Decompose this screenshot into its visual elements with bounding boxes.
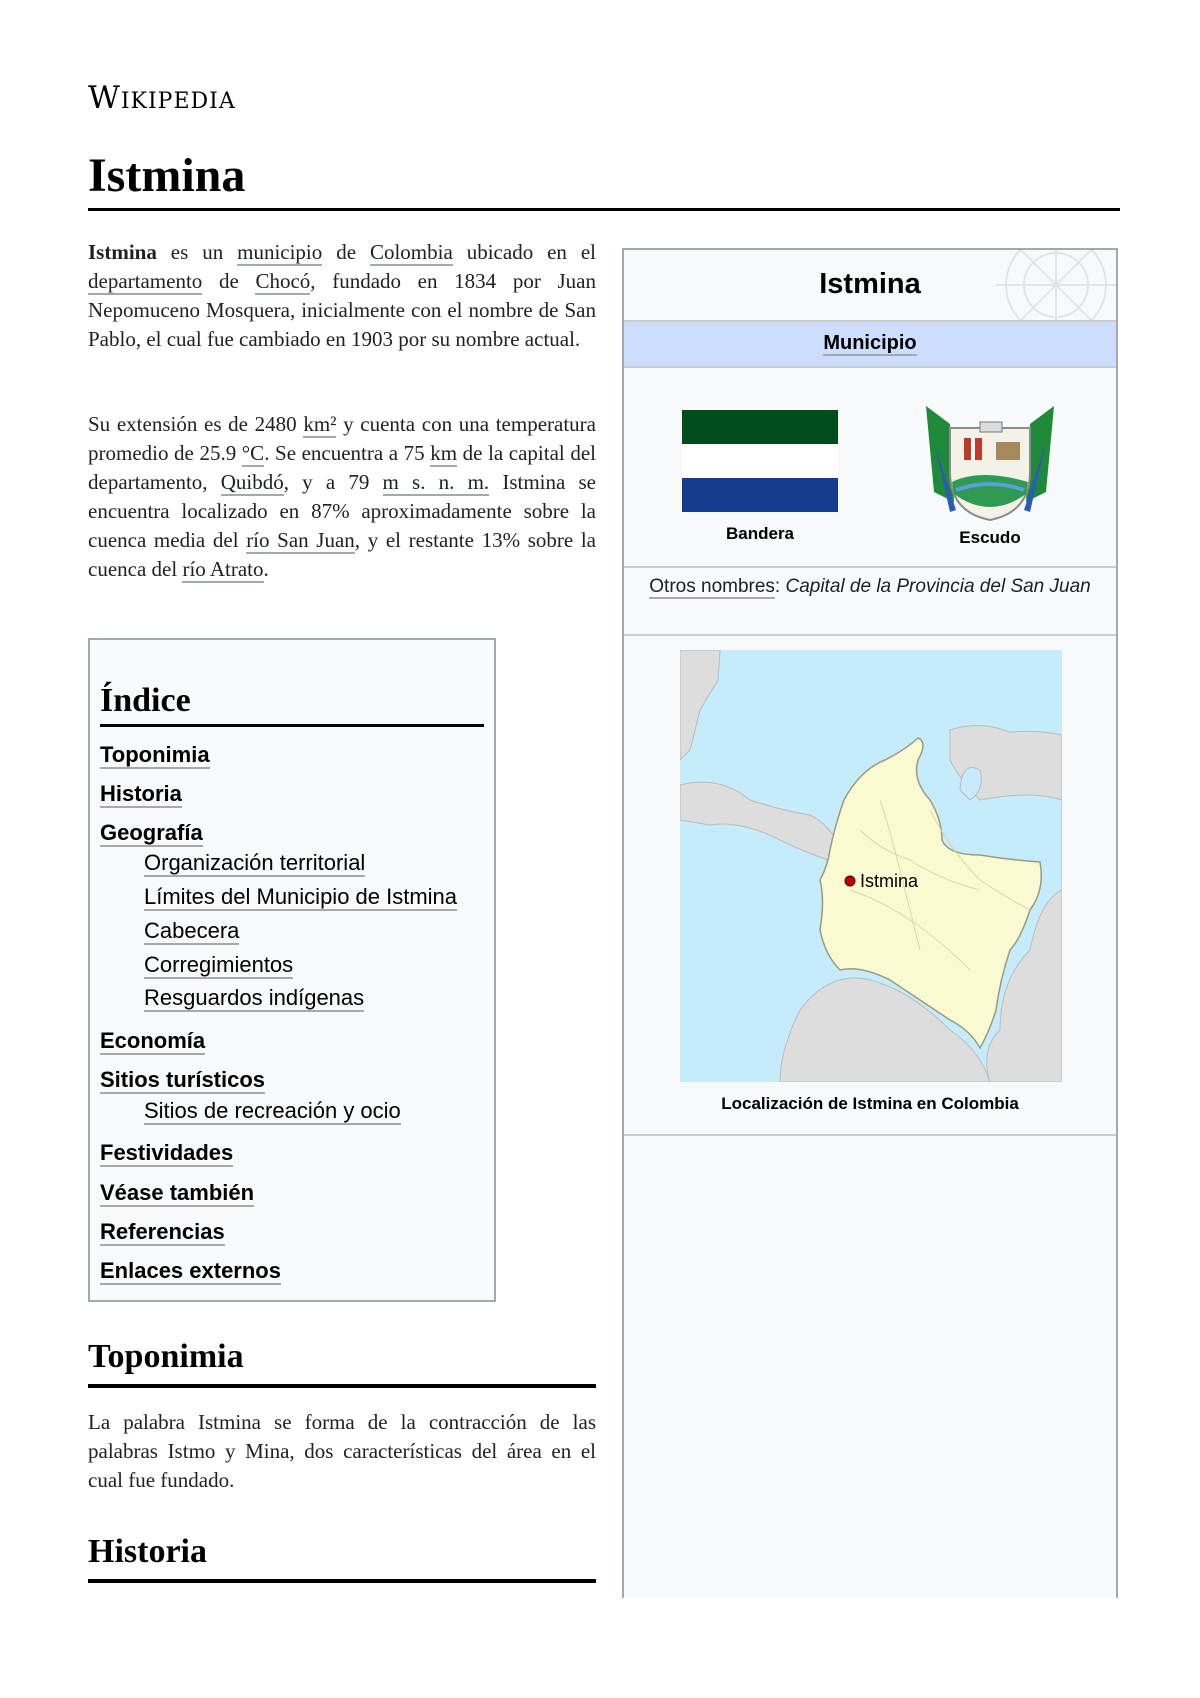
toc-item-label: Organización territorial xyxy=(144,850,366,875)
toc-item-label: Véase también xyxy=(100,1180,255,1205)
toc-item[interactable] xyxy=(100,742,210,768)
intro-paragraph xyxy=(88,238,596,354)
link-choco[interactable]: Chocó xyxy=(255,269,311,293)
text: es un xyxy=(156,240,238,264)
link-rio-atrato[interactable]: río Atrato xyxy=(182,557,264,581)
toc-item-label: Festividades xyxy=(100,1140,234,1165)
link-km[interactable]: km xyxy=(430,441,458,465)
flag-image[interactable] xyxy=(682,410,838,512)
infobox-subtitle-wrap xyxy=(624,332,1116,355)
link-departamento[interactable]: departamento xyxy=(88,269,203,293)
toc-item[interactable] xyxy=(100,1219,225,1245)
toc-item-label: Resguardos indígenas xyxy=(144,985,365,1010)
toc-item[interactable] xyxy=(144,918,239,944)
toc-item[interactable] xyxy=(100,1258,281,1284)
coat-of-arms-icon[interactable] xyxy=(920,402,1060,526)
toc-item[interactable] xyxy=(100,1180,254,1206)
text: , y a 79 xyxy=(283,470,383,494)
toc-item[interactable] xyxy=(100,1067,265,1093)
toc-item-label: Cabecera xyxy=(144,918,240,943)
toc-item[interactable] xyxy=(100,820,203,846)
link-km2[interactable]: km² xyxy=(303,412,337,436)
section-heading-toponimia: Toponimia xyxy=(88,1338,244,1375)
toc-item-label: Referencias xyxy=(100,1219,225,1244)
article-subject: Istmina xyxy=(88,240,157,264)
toc-item[interactable] xyxy=(100,1028,205,1054)
flag-stripe-blue xyxy=(682,478,838,512)
toc-item-label: Geografía xyxy=(100,820,203,845)
other-names-label[interactable]: Otros nombres xyxy=(649,576,775,597)
map-caption: Localización de Istmina en Colombia xyxy=(721,1094,1019,1113)
infobox-divider xyxy=(624,566,1116,568)
toc-item[interactable] xyxy=(144,1098,401,1124)
toc-item-label: Sitios de recreación y ocio xyxy=(144,1098,401,1123)
text: Su extensión es de 2480 xyxy=(88,412,304,436)
toc-item-label: Toponimia xyxy=(100,742,210,767)
other-names-value: Capital de la Provincia del San Juan xyxy=(785,576,1091,597)
shield-caption: Escudo xyxy=(959,528,1021,547)
infobox-divider xyxy=(624,634,1116,636)
wikipedia-logo[interactable]: Wikipedia xyxy=(88,80,236,116)
toc-item-label: Historia xyxy=(100,781,182,806)
text: de la capital del departamento, xyxy=(88,441,596,494)
toc-item[interactable] xyxy=(144,985,364,1011)
text: y cuenta con una temperatura promedio de 25.9 xyxy=(88,412,596,465)
toc-item[interactable] xyxy=(144,884,457,910)
text: , y el restante 13% sobre la cuenca del xyxy=(88,528,596,581)
text: de xyxy=(202,269,256,293)
toponimia-text: La palabra Istmina se forma de la contracción de las palabras Istmo y Mina, dos características del área en el cual fue fundado. xyxy=(88,1410,596,1492)
title-divider xyxy=(88,208,1120,211)
flag-stripe-white xyxy=(682,444,838,478)
toc-item-label: Límites del Municipio de Istmina xyxy=(144,884,458,909)
map-marker-label: Istmina xyxy=(860,871,919,891)
table-of-contents xyxy=(88,638,496,1302)
flag-stripe-green xyxy=(682,410,838,444)
other-names-row xyxy=(634,572,1106,602)
text: . xyxy=(263,557,269,581)
link-municipio[interactable]: municipio xyxy=(237,240,323,264)
page-title: Istmina xyxy=(88,149,246,202)
toc-title: Índice xyxy=(100,682,191,719)
section-divider xyxy=(88,1384,596,1388)
link-municipio-type[interactable]: Municipio xyxy=(823,332,917,354)
toc-item-label: Sitios turísticos xyxy=(100,1067,266,1092)
link-colombia[interactable]: Colombia xyxy=(369,240,453,264)
text: , fundado en 1834 por Juan Nepomuceno Mosquera, inicialmente con el nombre de San Pablo, el cual fue cambiado en 1903 por su nombre actual. xyxy=(88,269,597,351)
text: Istmina se encuentra localizado en 87% aproximadamente sobre la cuenca media del xyxy=(88,470,597,552)
infobox-title: Istmina xyxy=(819,268,921,300)
infobox xyxy=(622,248,1118,1598)
toponimia-paragraph xyxy=(88,1408,596,1495)
toc-item-label: Corregimientos xyxy=(144,952,294,977)
link-msnm[interactable]: m s. n. m. xyxy=(382,470,490,494)
toc-item[interactable] xyxy=(100,781,182,807)
section-heading-historia: Historia xyxy=(88,1533,207,1570)
link-rio-san-juan[interactable]: río San Juan xyxy=(246,528,355,552)
text: ubicado en el xyxy=(452,240,597,264)
geo-paragraph xyxy=(88,410,596,584)
text: de xyxy=(322,240,370,264)
location-map[interactable] xyxy=(680,650,1062,1082)
link-celsius[interactable]: °C xyxy=(241,441,265,465)
infobox-subtitle xyxy=(624,320,1116,368)
text: . Se encuentra a 75 xyxy=(264,441,431,465)
infobox-header xyxy=(624,250,1116,320)
location-marker-icon xyxy=(845,876,855,886)
toc-item[interactable] xyxy=(100,1140,233,1166)
toc-divider xyxy=(100,724,484,727)
toc-item[interactable] xyxy=(144,850,365,876)
section-divider xyxy=(88,1579,596,1583)
link-quibdo[interactable]: Quibdó xyxy=(220,470,284,494)
infobox-divider xyxy=(624,1134,1116,1136)
colon: : xyxy=(774,576,786,597)
toc-item[interactable] xyxy=(144,952,293,978)
flag-caption: Bandera xyxy=(725,524,795,543)
toc-item-label: Economía xyxy=(100,1028,206,1053)
toc-item-label: Enlaces externos xyxy=(100,1258,281,1283)
